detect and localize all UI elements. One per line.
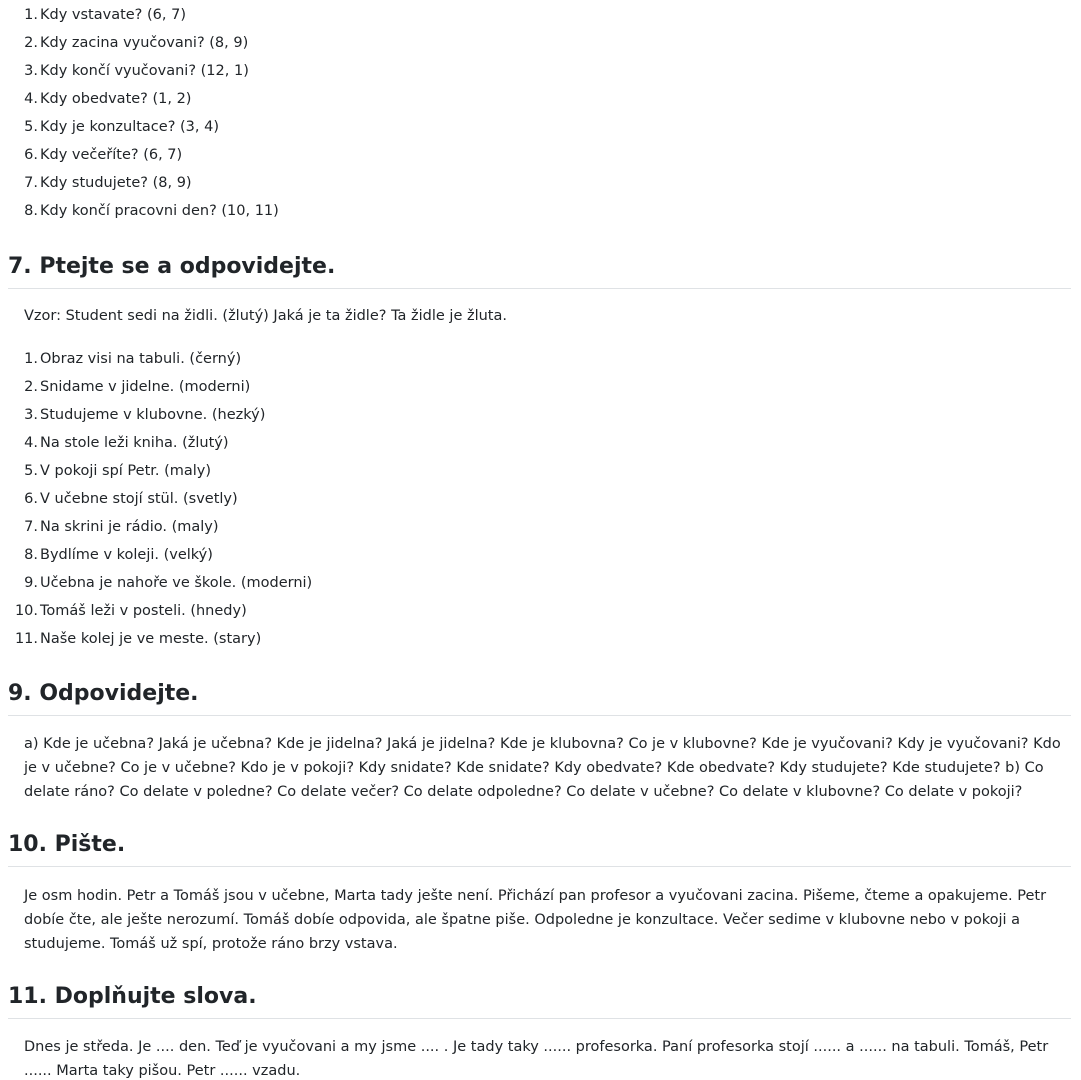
list-item-text: Učebna je nahoře ve škole. (moderni) xyxy=(40,575,313,591)
list-item xyxy=(24,169,1071,197)
list-number: 1. xyxy=(24,351,38,367)
list-item xyxy=(24,429,1071,457)
list-item-text: Naše kolej je ve meste. (stary) xyxy=(40,631,262,647)
list-item-text: Bydlíme v koleji. (velký) xyxy=(40,547,213,563)
list-item-text: Kdy obedvate? (1, 2) xyxy=(40,91,192,107)
list-item xyxy=(24,513,1071,541)
list-item xyxy=(24,85,1071,113)
list-item xyxy=(24,1,1071,29)
list-item-text: Kdy končí pracovni den? (10, 11) xyxy=(40,203,279,219)
list-item-text: V učebne stojí stül. (svetly) xyxy=(40,491,238,507)
list-item xyxy=(24,29,1071,57)
list-item xyxy=(14,625,1071,653)
list-number: 6. xyxy=(24,147,38,163)
list-item xyxy=(24,197,1071,225)
list-item-text: Snidame v jidelne. (moderni) xyxy=(40,379,251,395)
list-item-text: Kdy studujete? (8, 9) xyxy=(40,175,192,191)
list-number: 3. xyxy=(24,63,38,79)
list-item-text: Kdy večeříte? (6, 7) xyxy=(40,147,183,163)
list-number: 1. xyxy=(24,7,38,23)
list-item-text: Kdy zacina vyučovani? (8, 9) xyxy=(40,35,249,51)
list-item xyxy=(24,457,1071,485)
list-item-text: Na stole leži kniha. (žlutý) xyxy=(40,435,229,451)
list-item-text: Studujeme v klubovne. (hezký) xyxy=(40,407,266,423)
list-number: 8. xyxy=(24,547,38,563)
list-item-text: Kdy vstavate? (6, 7) xyxy=(40,7,186,23)
section-paragraph: a) Kde je učebna? Jaká je učebna? Kde je jidelna? Jaká je jidelna? Kde je klubovna? Co je v klubovne? Kde je vyučovani? Kdy je vyučovani? Kdo je v učebne? Co je v učebne? Kdo je v pokoji? Kdy snidate? Kde snidate? Kdy obedvate? Kde obedvate? Kdy studujete? Kde studujete? b) Co delate ráno? Co delate v poledne? Co delate večer? Co delate odpoledne? Co delate v učebne? Co delate v klubovne? Co delate v pokoji? xyxy=(24,736,1061,800)
section-paragraph: Dnes je středa. Je .... den. Teď je vyučovani a my jsme .... . Je tady taky ...... profesorka. Paní profesorka stojí ...... a ...... na tabuli. Tomáš, Petr ...... Marta taky pišou. Petr ...... vzadu. xyxy=(24,1039,1049,1079)
list-number: 5. xyxy=(24,119,38,135)
list-item xyxy=(24,485,1071,513)
list-item-text: Kdy končí vyučovani? (12, 1) xyxy=(40,63,249,79)
list-number: 8. xyxy=(24,203,38,219)
example-sentence: Vzor: Student sedi na židli. (žlutý) Jaká je ta židle? Ta židle je žluta. xyxy=(24,308,507,324)
list-number: 5. xyxy=(24,463,38,479)
list-number: 2. xyxy=(24,379,38,395)
section-paragraph: Je osm hodin. Petr a Tomáš jsou v učebne, Marta tady ješte není. Přichází pan profesor a vyučovani zacina. Pišeme, čteme a opakujeme. Petr dobíe čte, ale ješte nerozumí. Tomáš dobíe odpovida, ale špatne piše. Odpoledne je konzultace. Večer sedime v klubovne nebo v pokoji a studujeme. Tomáš už spí, protože ráno brzy vstava. xyxy=(24,888,1047,952)
list-item xyxy=(24,345,1071,373)
list-item xyxy=(24,113,1071,141)
list-number: 6. xyxy=(24,491,38,507)
list-item xyxy=(24,569,1071,597)
question-list xyxy=(8,0,1071,225)
list-number: 7. xyxy=(24,175,38,191)
list-number: 2. xyxy=(24,35,38,51)
section-heading: 7. Ptejte se a odpovidejte. xyxy=(8,252,1071,289)
list-item-text: Obraz visi na tabuli. (černý) xyxy=(40,351,242,367)
list-number: 11. xyxy=(14,631,38,647)
section-heading: 10. Pište. xyxy=(8,830,1071,867)
list-item-text: Tomáš leži v posteli. (hnedy) xyxy=(40,603,247,619)
list-item xyxy=(24,373,1071,401)
list-number: 9. xyxy=(24,575,38,591)
list-number: 3. xyxy=(24,407,38,423)
exercise-list xyxy=(8,345,1071,653)
list-number: 7. xyxy=(24,519,38,535)
list-number: 10. xyxy=(14,603,38,619)
document-page xyxy=(8,0,1071,1080)
list-item xyxy=(14,597,1071,625)
list-item-text: V pokoji spí Petr. (maly) xyxy=(40,463,212,479)
list-item xyxy=(24,141,1071,169)
section-heading: 9. Odpovidejte. xyxy=(8,679,1071,716)
list-item xyxy=(24,57,1071,85)
section-heading: 11. Doplňujte slova. xyxy=(8,982,1071,1019)
list-number: 4. xyxy=(24,435,38,451)
list-item xyxy=(24,541,1071,569)
list-number: 4. xyxy=(24,91,38,107)
list-item-text: Kdy je konzultace? (3, 4) xyxy=(40,119,219,135)
list-item xyxy=(24,401,1071,429)
list-item-text: Na skrini je rádio. (maly) xyxy=(40,519,219,535)
